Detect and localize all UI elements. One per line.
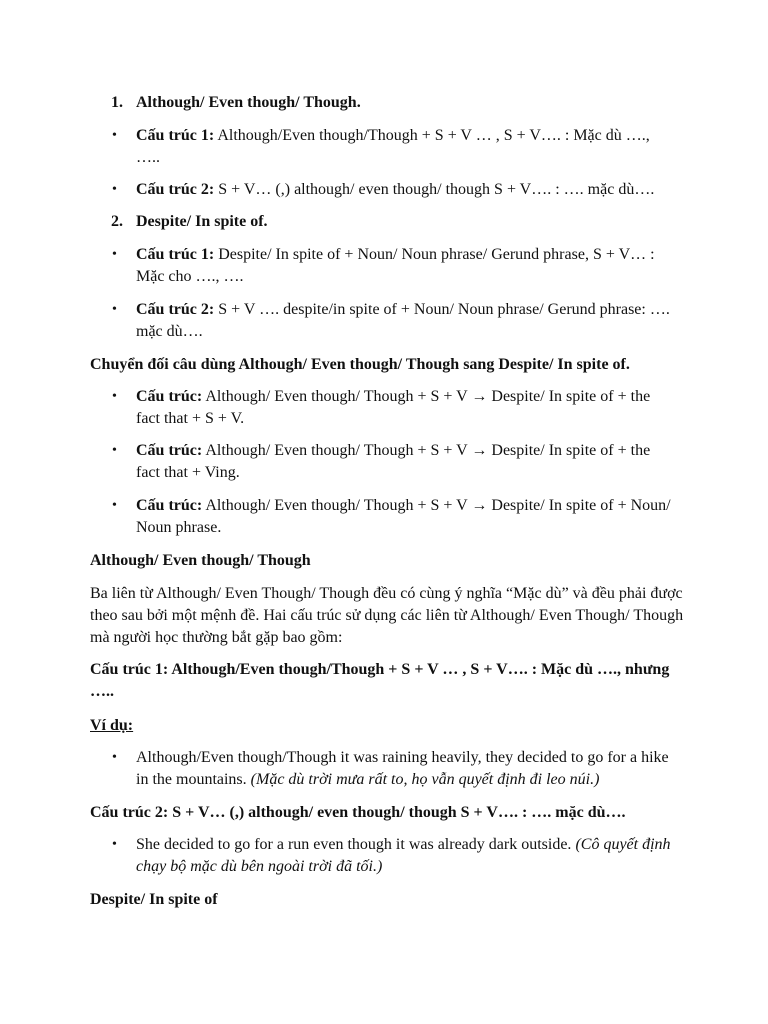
item-text: S + V …. despite/in spite of + Noun/ Noun phrase/ Gerund phrase: …. mặc dù…. — [136, 301, 670, 340]
item-text: Although/ Even though/ Though + S + V → Despite/ In spite of + the fact that + Ving. — [136, 442, 651, 481]
item-text: Although/ Even though/ Though + S + V → Despite/ In spite of + Noun/ Noun phrase. — [136, 497, 671, 536]
item-label: Cấu trúc 1: — [136, 246, 215, 263]
example-translation: (Cô quyết định chạy bộ mặc dù bên ngoài trời đã tối.) — [136, 836, 671, 875]
section2-title: Despite/ In spite of. — [136, 213, 268, 230]
section1-number: 1. — [111, 94, 123, 111]
example-translation: (Mặc dù trời mưa rất to, họ vẫn quyết định đi leo núi.) — [250, 771, 600, 788]
list-item — [112, 747, 676, 791]
structure2-heading: Cấu trúc 2: S + V… (,) although/ even though/ though S + V…. : …. mặc dù…. — [90, 804, 626, 821]
list-item — [112, 386, 676, 430]
item-label: Cấu trúc: — [136, 442, 203, 459]
bullet-icon: • — [112, 128, 117, 143]
list-item — [112, 299, 676, 343]
item-label: Cấu trúc: — [136, 497, 203, 514]
bullet-icon: • — [112, 182, 117, 197]
bullet-icon: • — [112, 498, 117, 513]
example-text: She decided to go for a run even though it was already dark outside. — [136, 836, 576, 853]
item-text: Although/ Even though/ Though + S + V → Despite/ In spite of + the fact that + S + V. — [136, 388, 651, 427]
although-heading: Although/ Even though/ Though — [90, 552, 311, 569]
list-item — [112, 834, 676, 878]
item-label: Cấu trúc: — [136, 388, 203, 405]
bullet-icon: • — [112, 837, 117, 852]
list-item — [112, 179, 676, 201]
section1-title: Although/ Even though/ Though. — [136, 94, 361, 111]
structure1-heading: Cấu trúc 1: Although/Even though/Though + S + V … , S + V…. : Mặc dù …., nhưng ….. — [90, 661, 670, 700]
item-text: Although/Even though/Though + S + V … , S + V…. : Mặc dù …., ….. — [136, 127, 650, 166]
list-item — [112, 495, 676, 539]
bullet-icon: • — [112, 302, 117, 317]
section2-number: 2. — [111, 213, 123, 230]
item-label: Cấu trúc 2: — [136, 301, 215, 318]
list-item — [112, 244, 676, 288]
bullet-icon: • — [112, 443, 117, 458]
list-item — [112, 125, 676, 169]
although-paragraph: Ba liên từ Although/ Even Though/ Though đều có cùng ý nghĩa “Mặc dù” và đều phải được theo sau bởi một mệnh đề. Hai cấu trúc sử dụng các liên từ Although/ Even Though/ Though mà người học thường bắt gặp bao gồm: — [90, 585, 684, 646]
list-item — [112, 440, 676, 484]
section2-heading — [111, 211, 676, 233]
bullet-icon: • — [112, 750, 117, 765]
example-label: Ví dụ: — [90, 717, 134, 734]
section1-heading — [111, 92, 676, 114]
bullet-icon: • — [112, 247, 117, 262]
bullet-icon: • — [112, 389, 117, 404]
despite-heading: Despite/ In spite of — [90, 891, 218, 908]
item-label: Cấu trúc 1: — [136, 127, 215, 144]
item-label: Cấu trúc 2: — [136, 181, 215, 198]
item-text: S + V… (,) although/ even though/ though S + V…. : …. mặc dù…. — [214, 181, 655, 198]
conversion-heading: Chuyển đối câu dùng Although/ Even though/ Though sang Despite/ In spite of. — [90, 356, 630, 373]
item-text: Despite/ In spite of + Noun/ Noun phrase/ Gerund phrase, S + V… : Mặc cho …., …. — [136, 246, 655, 285]
example-text: Although/Even though/Though it was raining heavily, they decided to go for a hike in the mountains. — [136, 749, 669, 788]
